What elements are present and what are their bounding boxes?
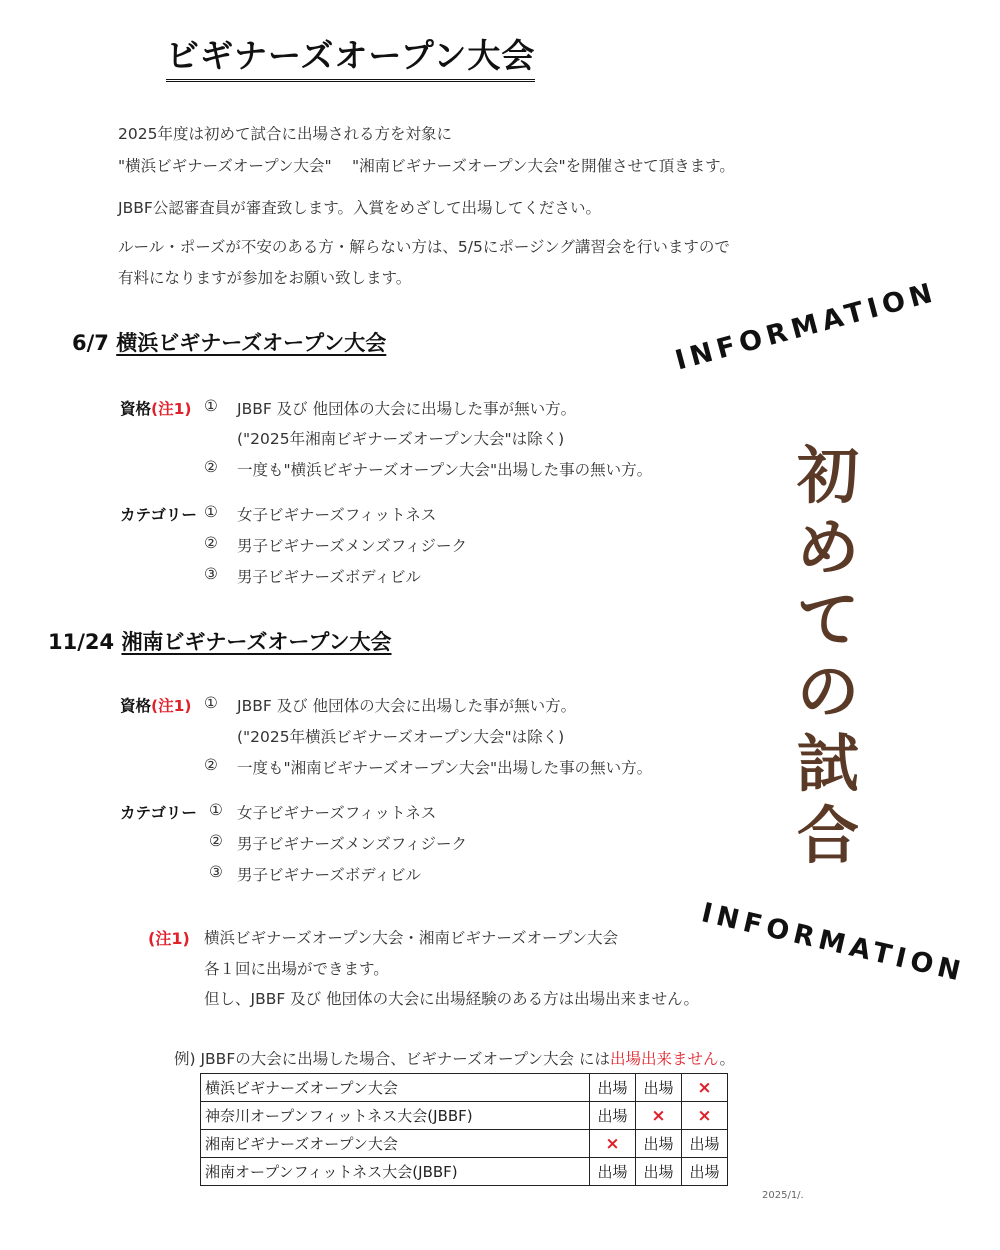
table-row [201, 1158, 728, 1186]
intro-line: JBBF公認審査員が審査致します。入賞をめざして出場してください。 [118, 199, 602, 217]
category-text: 女子ビギナーズフィットネス [237, 804, 437, 822]
table-cell: 出場 [590, 1102, 636, 1130]
table-row [201, 1102, 728, 1130]
category-label: カテゴリー [120, 506, 197, 524]
qualification-text: 一度も"横浜ビギナーズオープン大会"出場した事の無い方。 [237, 461, 653, 479]
section-heading-shonan [48, 626, 392, 656]
qualification-num: ① [204, 694, 218, 712]
qualification-text: JBBF 及び 他団体の大会に出場した事が無い方。 [237, 697, 577, 715]
category-num: ③ [204, 565, 218, 583]
event-name: 湘南ビギナーズオープン大会 [201, 1130, 590, 1158]
vertical-char: 試 [796, 727, 859, 800]
example-highlight: 出場出来ません [610, 1050, 720, 1068]
intro-line: ルール・ポーズが不安のある方・解らない方は、5/5にポージング講習会を行いますので [118, 238, 730, 256]
category-text: 男子ビギナーズボディビル [237, 866, 421, 884]
category-num: ② [204, 534, 218, 552]
qualification-text: ("2025年横浜ビギナーズオープン大会"は除く) [237, 728, 565, 746]
cross-mark: × [682, 1074, 728, 1102]
vertical-char: て [796, 583, 859, 656]
qualification-text: 一度も"湘南ビギナーズオープン大会"出場した事の無い方。 [237, 759, 653, 777]
example-prefix: 例) JBBFの大会に出場した場合、ビギナーズオープン大会 には [174, 1050, 610, 1068]
event-name: 湘南オープンフィットネス大会(JBBF) [201, 1158, 590, 1186]
intro-line: 有料になりますが参加をお願い致します。 [118, 269, 412, 287]
qualification-num: ② [204, 756, 218, 774]
table-cell: 出場 [682, 1158, 728, 1186]
cross-mark: × [682, 1102, 728, 1130]
note-ref: (注1) [151, 400, 192, 418]
section-heading-yokohama [72, 327, 386, 357]
category-num: ③ [209, 863, 223, 881]
category-num: ① [204, 503, 218, 521]
category-text: 男子ビギナーズメンズフィジーク [237, 835, 468, 853]
vertical-char: め [796, 511, 859, 584]
cross-mark: × [636, 1102, 682, 1130]
category-num: ① [209, 801, 223, 819]
vertical-char: の [796, 655, 859, 728]
example-suffix: 。 [719, 1050, 735, 1068]
category-num: ② [209, 832, 223, 850]
table-cell: 出場 [636, 1130, 682, 1158]
vertical-char: 合 [796, 799, 859, 872]
intro-line: "横浜ビギナーズオープン大会" "湘南ビギナーズオープン大会"を開催させて頂きます。 [118, 157, 735, 175]
table-cell: 出場 [590, 1074, 636, 1102]
qualification-num: ① [204, 397, 218, 415]
category-label: カテゴリー [120, 804, 197, 822]
category-text: 男子ビギナーズメンズフィジーク [237, 537, 468, 555]
table-cell: 出場 [590, 1158, 636, 1186]
qualification-num: ② [204, 458, 218, 476]
qualification-label-text: 資格 [120, 400, 152, 418]
intro-line: 2025年度は初めて試合に出場される方を対象に [118, 125, 452, 143]
table-row [201, 1074, 728, 1102]
section-date: 11/24 [48, 630, 115, 654]
event-name: 横浜ビギナーズオープン大会 [201, 1074, 590, 1102]
table-row [201, 1130, 728, 1158]
qualification-text: ("2025年湘南ビギナーズオープン大会"は除く) [237, 430, 565, 448]
note-label: (注1) [148, 929, 190, 948]
qualification-label [120, 397, 191, 419]
note-line: 但し、JBBF 及び 他団体の大会に出場経験のある方は出場出来ません。 [204, 990, 700, 1008]
page-title: ビギナーズオープン大会 [166, 30, 535, 82]
section-name: 横浜ビギナーズオープン大会 [116, 331, 387, 355]
section-date: 6/7 [72, 331, 109, 355]
note-line: 各１回に出場ができます。 [204, 960, 389, 978]
vertical-char: 初 [796, 439, 859, 512]
footer-date: 2025/1/. [762, 1190, 804, 1201]
category-text: 男子ビギナーズボディビル [237, 568, 421, 586]
example-table [200, 1073, 728, 1186]
section-name: 湘南ビギナーズオープン大会 [121, 630, 392, 654]
table-cell: 出場 [682, 1130, 728, 1158]
table-cell: 出場 [636, 1074, 682, 1102]
cross-mark: × [590, 1130, 636, 1158]
qualification-text: JBBF 及び 他団体の大会に出場した事が無い方。 [237, 400, 577, 418]
information-banner-bottom: INFORMATION [698, 897, 969, 989]
information-banner-top: INFORMATION [671, 276, 941, 377]
qualification-label-text: 資格 [120, 697, 152, 715]
note-line: 横浜ビギナーズオープン大会・湘南ビギナーズオープン大会 [204, 929, 619, 947]
qualification-label [120, 694, 191, 716]
example-line [174, 1047, 735, 1069]
category-text: 女子ビギナーズフィットネス [237, 506, 437, 524]
note-ref: (注1) [151, 697, 192, 715]
vertical-heading [792, 440, 864, 872]
event-name: 神奈川オープンフィットネス大会(JBBF) [201, 1102, 590, 1130]
table-cell: 出場 [636, 1158, 682, 1186]
